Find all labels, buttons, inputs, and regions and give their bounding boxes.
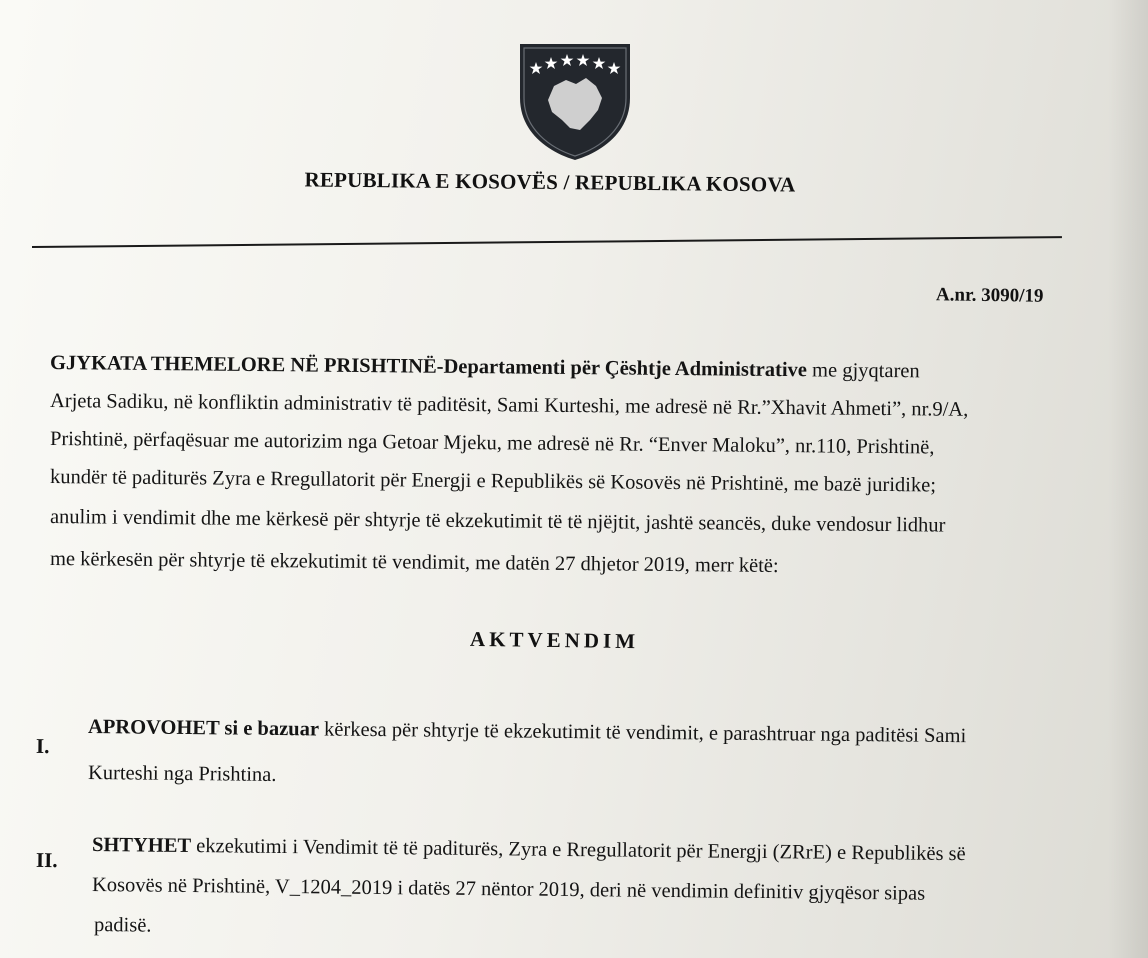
item-2-numeral: II. [35, 847, 58, 873]
court-name: GJYKATA THEMELORE NË PRISHTINË-Departamenti për Çështje Administrative [49, 352, 808, 382]
intro-line-3: Prishtinë, përfaqësuar me autorizim nga Getoar Mjeku, me adresë në Rr. “Enver Maloku”, nr.110, Prishtinë, [49, 428, 935, 459]
item-2-line-1 [92, 834, 1142, 868]
item-2-bold: SHTYHET [91, 834, 192, 858]
item-1-rest: kërkesa për shtyrje të ekzekutimit të vendimit, e parashtruar nga paditësi Sami [318, 718, 967, 748]
kosovo-coat-of-arms-icon [516, 40, 634, 162]
intro-line-5: anulim i vendimit dhe me kërkesë për shtyrje të ekzekutimit të të njëjtit, jashtë seancës, duke vendosur lidhur [49, 506, 946, 537]
country-heading: REPUBLIKA E KOSOVËS / REPUBLIKA KOSOVA [304, 167, 796, 197]
item-2-line-3: padisë. [93, 914, 152, 937]
intro-line-6: me kërkesën për shtyrje të ekzekutimit të vendimit, me datën 27 dhjetor 2019, merr këtë: [49, 548, 779, 577]
item-2-line-2: Kosovës në Prishtinë, V_1204_2019 i datës 27 nëntor 2019, deri në vendimin definitiv gjyqësor sipas [91, 874, 926, 905]
item-1-line-2: Kurteshi nga Prishtina. [87, 762, 277, 786]
intro-line-2: Arjeta Sadiku, në konfliktin administrativ të paditësit, Sami Kurteshi, me adresë në Rr.”Xhavit Ahmeti”, nr.9/A, [49, 390, 969, 421]
intro-line-1 [50, 352, 1100, 385]
intro-line-4: kundër të paditurës Zyra e Rregullatorit për Energji e Republikës së Kosovës në Prishtinë, me bazë juridike; [49, 466, 937, 497]
item-1-numeral: I. [35, 733, 50, 759]
page-shadow [1108, 0, 1148, 958]
header-divider [32, 236, 1062, 248]
decision-title: AKTVENDIM [469, 626, 640, 654]
item-1-line-1 [88, 716, 1138, 750]
item-1-bold: APROVOHET si e bazuar [87, 716, 320, 741]
item-2-rest: ekzekutimi i Vendimit të të paditurës, Zyra e Rregullatorit për Energji (ZRrE) e Republikës së [191, 835, 966, 866]
intro-line-1-rest: me gjyqtaren [806, 359, 920, 383]
case-number: A.nr. 3090/19 [935, 284, 1044, 307]
